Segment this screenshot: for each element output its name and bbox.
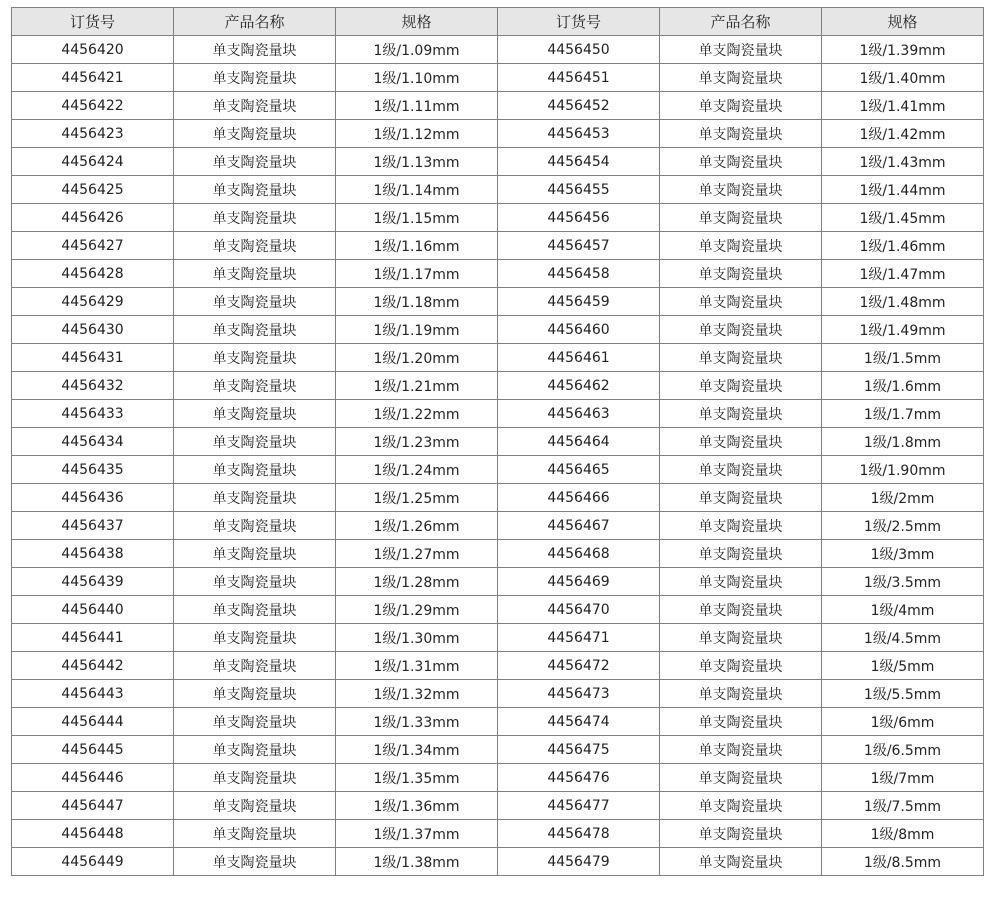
header-spec: 规格 — [822, 8, 984, 36]
cell-spec: 1级/1.17mm — [336, 260, 498, 288]
cell-spec: 1级/7mm — [822, 764, 984, 792]
cell-spec: 1级/1.16mm — [336, 232, 498, 260]
cell-order-no: 4456463 — [498, 400, 660, 428]
cell-order-no: 4456424 — [12, 148, 174, 176]
cell-product-name: 单支陶瓷量块 — [174, 736, 336, 764]
header-product-name: 产品名称 — [660, 8, 822, 36]
table-row — [12, 652, 984, 680]
cell-spec: 1级/1.41mm — [822, 92, 984, 120]
cell-spec: 1级/1.44mm — [822, 176, 984, 204]
cell-product-name: 单支陶瓷量块 — [660, 372, 822, 400]
cell-spec: 1级/8mm — [822, 820, 984, 848]
cell-order-no: 4456464 — [498, 428, 660, 456]
table-row — [12, 204, 984, 232]
cell-product-name: 单支陶瓷量块 — [174, 344, 336, 372]
cell-product-name: 单支陶瓷量块 — [174, 120, 336, 148]
table-row — [12, 736, 984, 764]
cell-product-name: 单支陶瓷量块 — [660, 652, 822, 680]
cell-product-name: 单支陶瓷量块 — [174, 232, 336, 260]
cell-order-no: 4456461 — [498, 344, 660, 372]
cell-spec: 1级/1.40mm — [822, 64, 984, 92]
cell-order-no: 4456422 — [12, 92, 174, 120]
table-row — [12, 316, 984, 344]
cell-product-name: 单支陶瓷量块 — [660, 624, 822, 652]
table-row — [12, 596, 984, 624]
cell-order-no: 4456427 — [12, 232, 174, 260]
cell-product-name: 单支陶瓷量块 — [660, 484, 822, 512]
cell-order-no: 4456431 — [12, 344, 174, 372]
cell-product-name: 单支陶瓷量块 — [174, 652, 336, 680]
table-body — [12, 36, 984, 876]
cell-spec: 1级/1.34mm — [336, 736, 498, 764]
cell-spec: 1级/1.19mm — [336, 316, 498, 344]
cell-spec: 1级/1.48mm — [822, 288, 984, 316]
cell-order-no: 4456465 — [498, 456, 660, 484]
table-row — [12, 568, 984, 596]
cell-order-no: 4456457 — [498, 232, 660, 260]
cell-product-name: 单支陶瓷量块 — [660, 764, 822, 792]
cell-order-no: 4456425 — [12, 176, 174, 204]
cell-product-name: 单支陶瓷量块 — [660, 176, 822, 204]
cell-spec: 1级/1.14mm — [336, 176, 498, 204]
cell-order-no: 4456477 — [498, 792, 660, 820]
cell-spec: 1级/1.6mm — [822, 372, 984, 400]
cell-order-no: 4456432 — [12, 372, 174, 400]
cell-order-no: 4456426 — [12, 204, 174, 232]
cell-order-no: 4456421 — [12, 64, 174, 92]
table-row — [12, 680, 984, 708]
cell-spec: 1级/5mm — [822, 652, 984, 680]
cell-product-name: 单支陶瓷量块 — [660, 148, 822, 176]
table-row — [12, 400, 984, 428]
cell-order-no: 4456440 — [12, 596, 174, 624]
cell-product-name: 单支陶瓷量块 — [174, 596, 336, 624]
cell-spec: 1级/1.27mm — [336, 540, 498, 568]
cell-product-name: 单支陶瓷量块 — [174, 148, 336, 176]
header-order-no: 订货号 — [498, 8, 660, 36]
cell-order-no: 4456444 — [12, 708, 174, 736]
cell-product-name: 单支陶瓷量块 — [174, 708, 336, 736]
cell-spec: 1级/1.43mm — [822, 148, 984, 176]
cell-spec: 1级/1.18mm — [336, 288, 498, 316]
cell-product-name: 单支陶瓷量块 — [174, 484, 336, 512]
cell-product-name: 单支陶瓷量块 — [660, 120, 822, 148]
cell-product-name: 单支陶瓷量块 — [660, 820, 822, 848]
cell-product-name: 单支陶瓷量块 — [174, 568, 336, 596]
cell-spec: 1级/1.28mm — [336, 568, 498, 596]
cell-spec: 1级/2.5mm — [822, 512, 984, 540]
cell-product-name: 单支陶瓷量块 — [174, 36, 336, 64]
table-row — [12, 120, 984, 148]
cell-spec: 1级/2mm — [822, 484, 984, 512]
cell-order-no: 4456437 — [12, 512, 174, 540]
cell-spec: 1级/1.47mm — [822, 260, 984, 288]
cell-order-no: 4456475 — [498, 736, 660, 764]
table-row — [12, 428, 984, 456]
cell-spec: 1级/1.20mm — [336, 344, 498, 372]
cell-order-no: 4456462 — [498, 372, 660, 400]
cell-spec: 1级/1.10mm — [336, 64, 498, 92]
cell-spec: 1级/1.21mm — [336, 372, 498, 400]
cell-spec: 1级/1.90mm — [822, 456, 984, 484]
cell-product-name: 单支陶瓷量块 — [174, 764, 336, 792]
cell-product-name: 单支陶瓷量块 — [660, 568, 822, 596]
table-row — [12, 176, 984, 204]
cell-spec: 1级/1.12mm — [336, 120, 498, 148]
cell-product-name: 单支陶瓷量块 — [174, 456, 336, 484]
cell-order-no: 4456446 — [12, 764, 174, 792]
cell-product-name: 单支陶瓷量块 — [174, 176, 336, 204]
cell-product-name: 单支陶瓷量块 — [660, 204, 822, 232]
cell-spec: 1级/3.5mm — [822, 568, 984, 596]
cell-order-no: 4456467 — [498, 512, 660, 540]
cell-order-no: 4456439 — [12, 568, 174, 596]
cell-product-name: 单支陶瓷量块 — [660, 512, 822, 540]
cell-order-no: 4456473 — [498, 680, 660, 708]
cell-order-no: 4456470 — [498, 596, 660, 624]
cell-product-name: 单支陶瓷量块 — [174, 400, 336, 428]
cell-product-name: 单支陶瓷量块 — [660, 316, 822, 344]
cell-spec: 1级/1.49mm — [822, 316, 984, 344]
header-spec: 规格 — [336, 8, 498, 36]
cell-product-name: 单支陶瓷量块 — [660, 400, 822, 428]
cell-spec: 1级/1.36mm — [336, 792, 498, 820]
cell-order-no: 4456420 — [12, 36, 174, 64]
cell-order-no: 4456468 — [498, 540, 660, 568]
cell-spec: 1级/6mm — [822, 708, 984, 736]
cell-order-no: 4456479 — [498, 848, 660, 876]
cell-product-name: 单支陶瓷量块 — [660, 708, 822, 736]
cell-product-name: 单支陶瓷量块 — [660, 540, 822, 568]
cell-spec: 1级/1.45mm — [822, 204, 984, 232]
cell-product-name: 单支陶瓷量块 — [174, 540, 336, 568]
cell-product-name: 单支陶瓷量块 — [660, 92, 822, 120]
header-product-name: 产品名称 — [174, 8, 336, 36]
cell-spec: 1级/1.25mm — [336, 484, 498, 512]
cell-product-name: 单支陶瓷量块 — [174, 820, 336, 848]
cell-spec: 1级/3mm — [822, 540, 984, 568]
table-row — [12, 36, 984, 64]
cell-product-name: 单支陶瓷量块 — [660, 596, 822, 624]
cell-order-no: 4456474 — [498, 708, 660, 736]
table-header-row — [12, 8, 984, 36]
cell-product-name: 单支陶瓷量块 — [660, 428, 822, 456]
cell-product-name: 单支陶瓷量块 — [660, 64, 822, 92]
cell-product-name: 单支陶瓷量块 — [660, 736, 822, 764]
cell-spec: 1级/1.09mm — [336, 36, 498, 64]
table-row — [12, 288, 984, 316]
table-row — [12, 232, 984, 260]
cell-product-name: 单支陶瓷量块 — [660, 792, 822, 820]
cell-product-name: 单支陶瓷量块 — [174, 92, 336, 120]
cell-product-name: 单支陶瓷量块 — [174, 792, 336, 820]
table-row — [12, 484, 984, 512]
cell-order-no: 4456455 — [498, 176, 660, 204]
cell-order-no: 4456469 — [498, 568, 660, 596]
table-row — [12, 372, 984, 400]
cell-product-name: 单支陶瓷量块 — [660, 848, 822, 876]
cell-spec: 1级/1.15mm — [336, 204, 498, 232]
cell-product-name: 单支陶瓷量块 — [174, 204, 336, 232]
cell-product-name: 单支陶瓷量块 — [174, 260, 336, 288]
product-table — [11, 7, 984, 876]
table-row — [12, 456, 984, 484]
cell-order-no: 4456459 — [498, 288, 660, 316]
cell-product-name: 单支陶瓷量块 — [660, 232, 822, 260]
cell-order-no: 4456450 — [498, 36, 660, 64]
cell-order-no: 4456458 — [498, 260, 660, 288]
cell-spec: 1级/1.7mm — [822, 400, 984, 428]
cell-order-no: 4456453 — [498, 120, 660, 148]
cell-spec: 1级/1.46mm — [822, 232, 984, 260]
cell-order-no: 4456472 — [498, 652, 660, 680]
cell-order-no: 4456436 — [12, 484, 174, 512]
cell-order-no: 4456478 — [498, 820, 660, 848]
cell-product-name: 单支陶瓷量块 — [174, 428, 336, 456]
product-table-container — [11, 7, 984, 876]
cell-spec: 1级/1.37mm — [336, 820, 498, 848]
table-row — [12, 92, 984, 120]
cell-spec: 1级/1.23mm — [336, 428, 498, 456]
cell-order-no: 4456423 — [12, 120, 174, 148]
cell-product-name: 单支陶瓷量块 — [660, 36, 822, 64]
cell-order-no: 4456443 — [12, 680, 174, 708]
cell-spec: 1级/4mm — [822, 596, 984, 624]
table-row — [12, 344, 984, 372]
table-row — [12, 260, 984, 288]
cell-spec: 1级/1.39mm — [822, 36, 984, 64]
header-order-no: 订货号 — [12, 8, 174, 36]
cell-spec: 1级/1.31mm — [336, 652, 498, 680]
cell-spec: 1级/8.5mm — [822, 848, 984, 876]
table-row — [12, 148, 984, 176]
cell-order-no: 4456456 — [498, 204, 660, 232]
cell-order-no: 4456452 — [498, 92, 660, 120]
cell-spec: 1级/7.5mm — [822, 792, 984, 820]
cell-order-no: 4456466 — [498, 484, 660, 512]
cell-order-no: 4456447 — [12, 792, 174, 820]
cell-product-name: 单支陶瓷量块 — [174, 848, 336, 876]
cell-spec: 1级/1.35mm — [336, 764, 498, 792]
cell-order-no: 4456445 — [12, 736, 174, 764]
table-row — [12, 512, 984, 540]
cell-order-no: 4456429 — [12, 288, 174, 316]
cell-spec: 1级/1.29mm — [336, 596, 498, 624]
cell-order-no: 4456433 — [12, 400, 174, 428]
cell-product-name: 单支陶瓷量块 — [174, 512, 336, 540]
cell-order-no: 4456448 — [12, 820, 174, 848]
cell-product-name: 单支陶瓷量块 — [660, 260, 822, 288]
table-row — [12, 540, 984, 568]
cell-order-no: 4456451 — [498, 64, 660, 92]
cell-product-name: 单支陶瓷量块 — [660, 680, 822, 708]
cell-order-no: 4456438 — [12, 540, 174, 568]
cell-product-name: 单支陶瓷量块 — [174, 372, 336, 400]
cell-spec: 1级/1.33mm — [336, 708, 498, 736]
cell-order-no: 4456434 — [12, 428, 174, 456]
table-row — [12, 64, 984, 92]
cell-spec: 1级/1.8mm — [822, 428, 984, 456]
cell-order-no: 4456430 — [12, 316, 174, 344]
cell-product-name: 单支陶瓷量块 — [174, 64, 336, 92]
cell-spec: 1级/4.5mm — [822, 624, 984, 652]
cell-spec: 1级/1.13mm — [336, 148, 498, 176]
cell-spec: 1级/1.26mm — [336, 512, 498, 540]
cell-spec: 1级/1.32mm — [336, 680, 498, 708]
cell-product-name: 单支陶瓷量块 — [660, 456, 822, 484]
table-row — [12, 764, 984, 792]
cell-order-no: 4456442 — [12, 652, 174, 680]
cell-order-no: 4456435 — [12, 456, 174, 484]
table-row — [12, 820, 984, 848]
cell-product-name: 单支陶瓷量块 — [174, 316, 336, 344]
cell-order-no: 4456454 — [498, 148, 660, 176]
cell-spec: 1级/1.30mm — [336, 624, 498, 652]
cell-spec: 1级/6.5mm — [822, 736, 984, 764]
table-row — [12, 792, 984, 820]
cell-product-name: 单支陶瓷量块 — [660, 288, 822, 316]
cell-order-no: 4456441 — [12, 624, 174, 652]
cell-spec: 1级/5.5mm — [822, 680, 984, 708]
cell-spec: 1级/1.38mm — [336, 848, 498, 876]
cell-order-no: 4456476 — [498, 764, 660, 792]
table-row — [12, 624, 984, 652]
cell-spec: 1级/1.5mm — [822, 344, 984, 372]
cell-product-name: 单支陶瓷量块 — [174, 624, 336, 652]
cell-order-no: 4456428 — [12, 260, 174, 288]
cell-product-name: 单支陶瓷量块 — [660, 344, 822, 372]
cell-product-name: 单支陶瓷量块 — [174, 288, 336, 316]
cell-spec: 1级/1.24mm — [336, 456, 498, 484]
table-row — [12, 848, 984, 876]
cell-product-name: 单支陶瓷量块 — [174, 680, 336, 708]
cell-order-no: 4456460 — [498, 316, 660, 344]
cell-spec: 1级/1.11mm — [336, 92, 498, 120]
cell-order-no: 4456449 — [12, 848, 174, 876]
cell-spec: 1级/1.42mm — [822, 120, 984, 148]
table-row — [12, 708, 984, 736]
cell-spec: 1级/1.22mm — [336, 400, 498, 428]
cell-order-no: 4456471 — [498, 624, 660, 652]
